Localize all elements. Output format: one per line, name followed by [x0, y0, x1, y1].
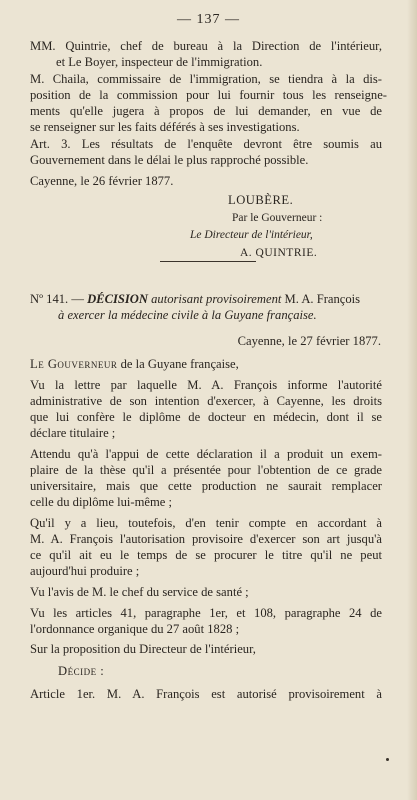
opening-rest: de la Guyane française, — [117, 357, 239, 371]
text-line: Gouvernement dans le délai le plus rapproché possible. — [30, 153, 309, 167]
decision-number: Nº 141. — — [30, 292, 88, 306]
text-line: plaire de la thèse qu'il a présentée pour l'obtention de ce grade — [30, 463, 382, 477]
text-line: Vu l'avis de M. le chef du service de santé ; — [30, 585, 249, 599]
page-number: — 137 — — [177, 12, 240, 27]
text-line: administrative de son intention d'exercer, à Cayenne, les droits — [30, 394, 382, 408]
text-line: universitaire, mais que cette production ne saurait remplacer — [30, 479, 382, 493]
decision-heading — [30, 291, 360, 307]
opening-line — [30, 356, 239, 372]
text-line: MM. Quintrie, chef de bureau à la Direction de l'intérieur, — [30, 39, 382, 53]
page-edge-shadow — [407, 0, 417, 800]
text-line: l'ordonnance organique du 27 août 1828 ; — [30, 622, 240, 636]
directeur-name: A. QUINTRIE. — [240, 247, 318, 259]
text-line: M. A. François l'autorisation provisoire d'exercer son art jusqu'à — [30, 532, 382, 546]
text-line: Vu la lettre par laquelle M. A. François informe l'autorité — [30, 378, 382, 392]
directeur-title: Le Directeur de l'intérieur, — [190, 229, 313, 241]
text-line: Qu'il y a lieu, toutefois, d'en tenir compte en accordant à — [30, 516, 382, 530]
decide-heading: Décide : — [58, 664, 105, 678]
text-line: Attendu qu'à l'appui de cette déclaration il a produit un exem- — [30, 447, 382, 461]
text-line: ments qu'elle jugera à propos de lui demander, en vue de — [30, 104, 382, 118]
text-line: position de la commission pour lui fournir tous les renseigne- — [30, 88, 387, 102]
article-1: Article 1er. M. A. François est autorisé provisoirement à — [30, 687, 382, 701]
text-line: que lui confère le diplôme de docteur en médecin, dont il se — [30, 410, 382, 424]
text-line: Sur la proposition du Directeur de l'intérieur, — [30, 642, 256, 656]
text-line: Vu les articles 41, paragraphe 1er, et 108, paragraphe 24 de — [30, 606, 382, 620]
opening-gouverneur: Le Gouverneur — [30, 357, 118, 371]
text-line: M. Chaila, commissaire de l'immigration, se tiendra à la dis- — [30, 72, 382, 86]
text-line: ce qu'il ait eu le temps de se procurer le titre qu'il ne peut — [30, 548, 382, 562]
decision-label: DÉCISION — [87, 292, 148, 306]
date-line: Cayenne, le 26 février 1877. — [30, 174, 174, 188]
text-line: se renseigner sur les faits déférés à ses investigations. — [30, 120, 300, 134]
text-line: et Le Boyer, inspecteur de l'immigration. — [56, 55, 263, 69]
text-line: Art. 3. Les résultats de l'enquête devront être soumis au — [30, 137, 382, 151]
decision-heading-name: M. A. François — [281, 292, 361, 306]
ink-speck — [386, 758, 389, 761]
signatory: LOUBÈRE. — [228, 193, 294, 207]
separator-rule — [160, 261, 256, 262]
text-line: celle du diplôme lui-même ; — [30, 495, 172, 509]
text-line: aujourd'hui produire ; — [30, 564, 140, 578]
par-le-gouverneur: Par le Gouverneur : — [232, 212, 323, 224]
decision-date: Cayenne, le 27 février 1877. — [237, 334, 381, 348]
text-line: déclare titulaire ; — [30, 426, 116, 440]
decision-subheading: à exercer la médecine civile à la Guyane française. — [58, 308, 317, 322]
decision-heading-italic: autorisant provisoirement — [147, 292, 282, 306]
